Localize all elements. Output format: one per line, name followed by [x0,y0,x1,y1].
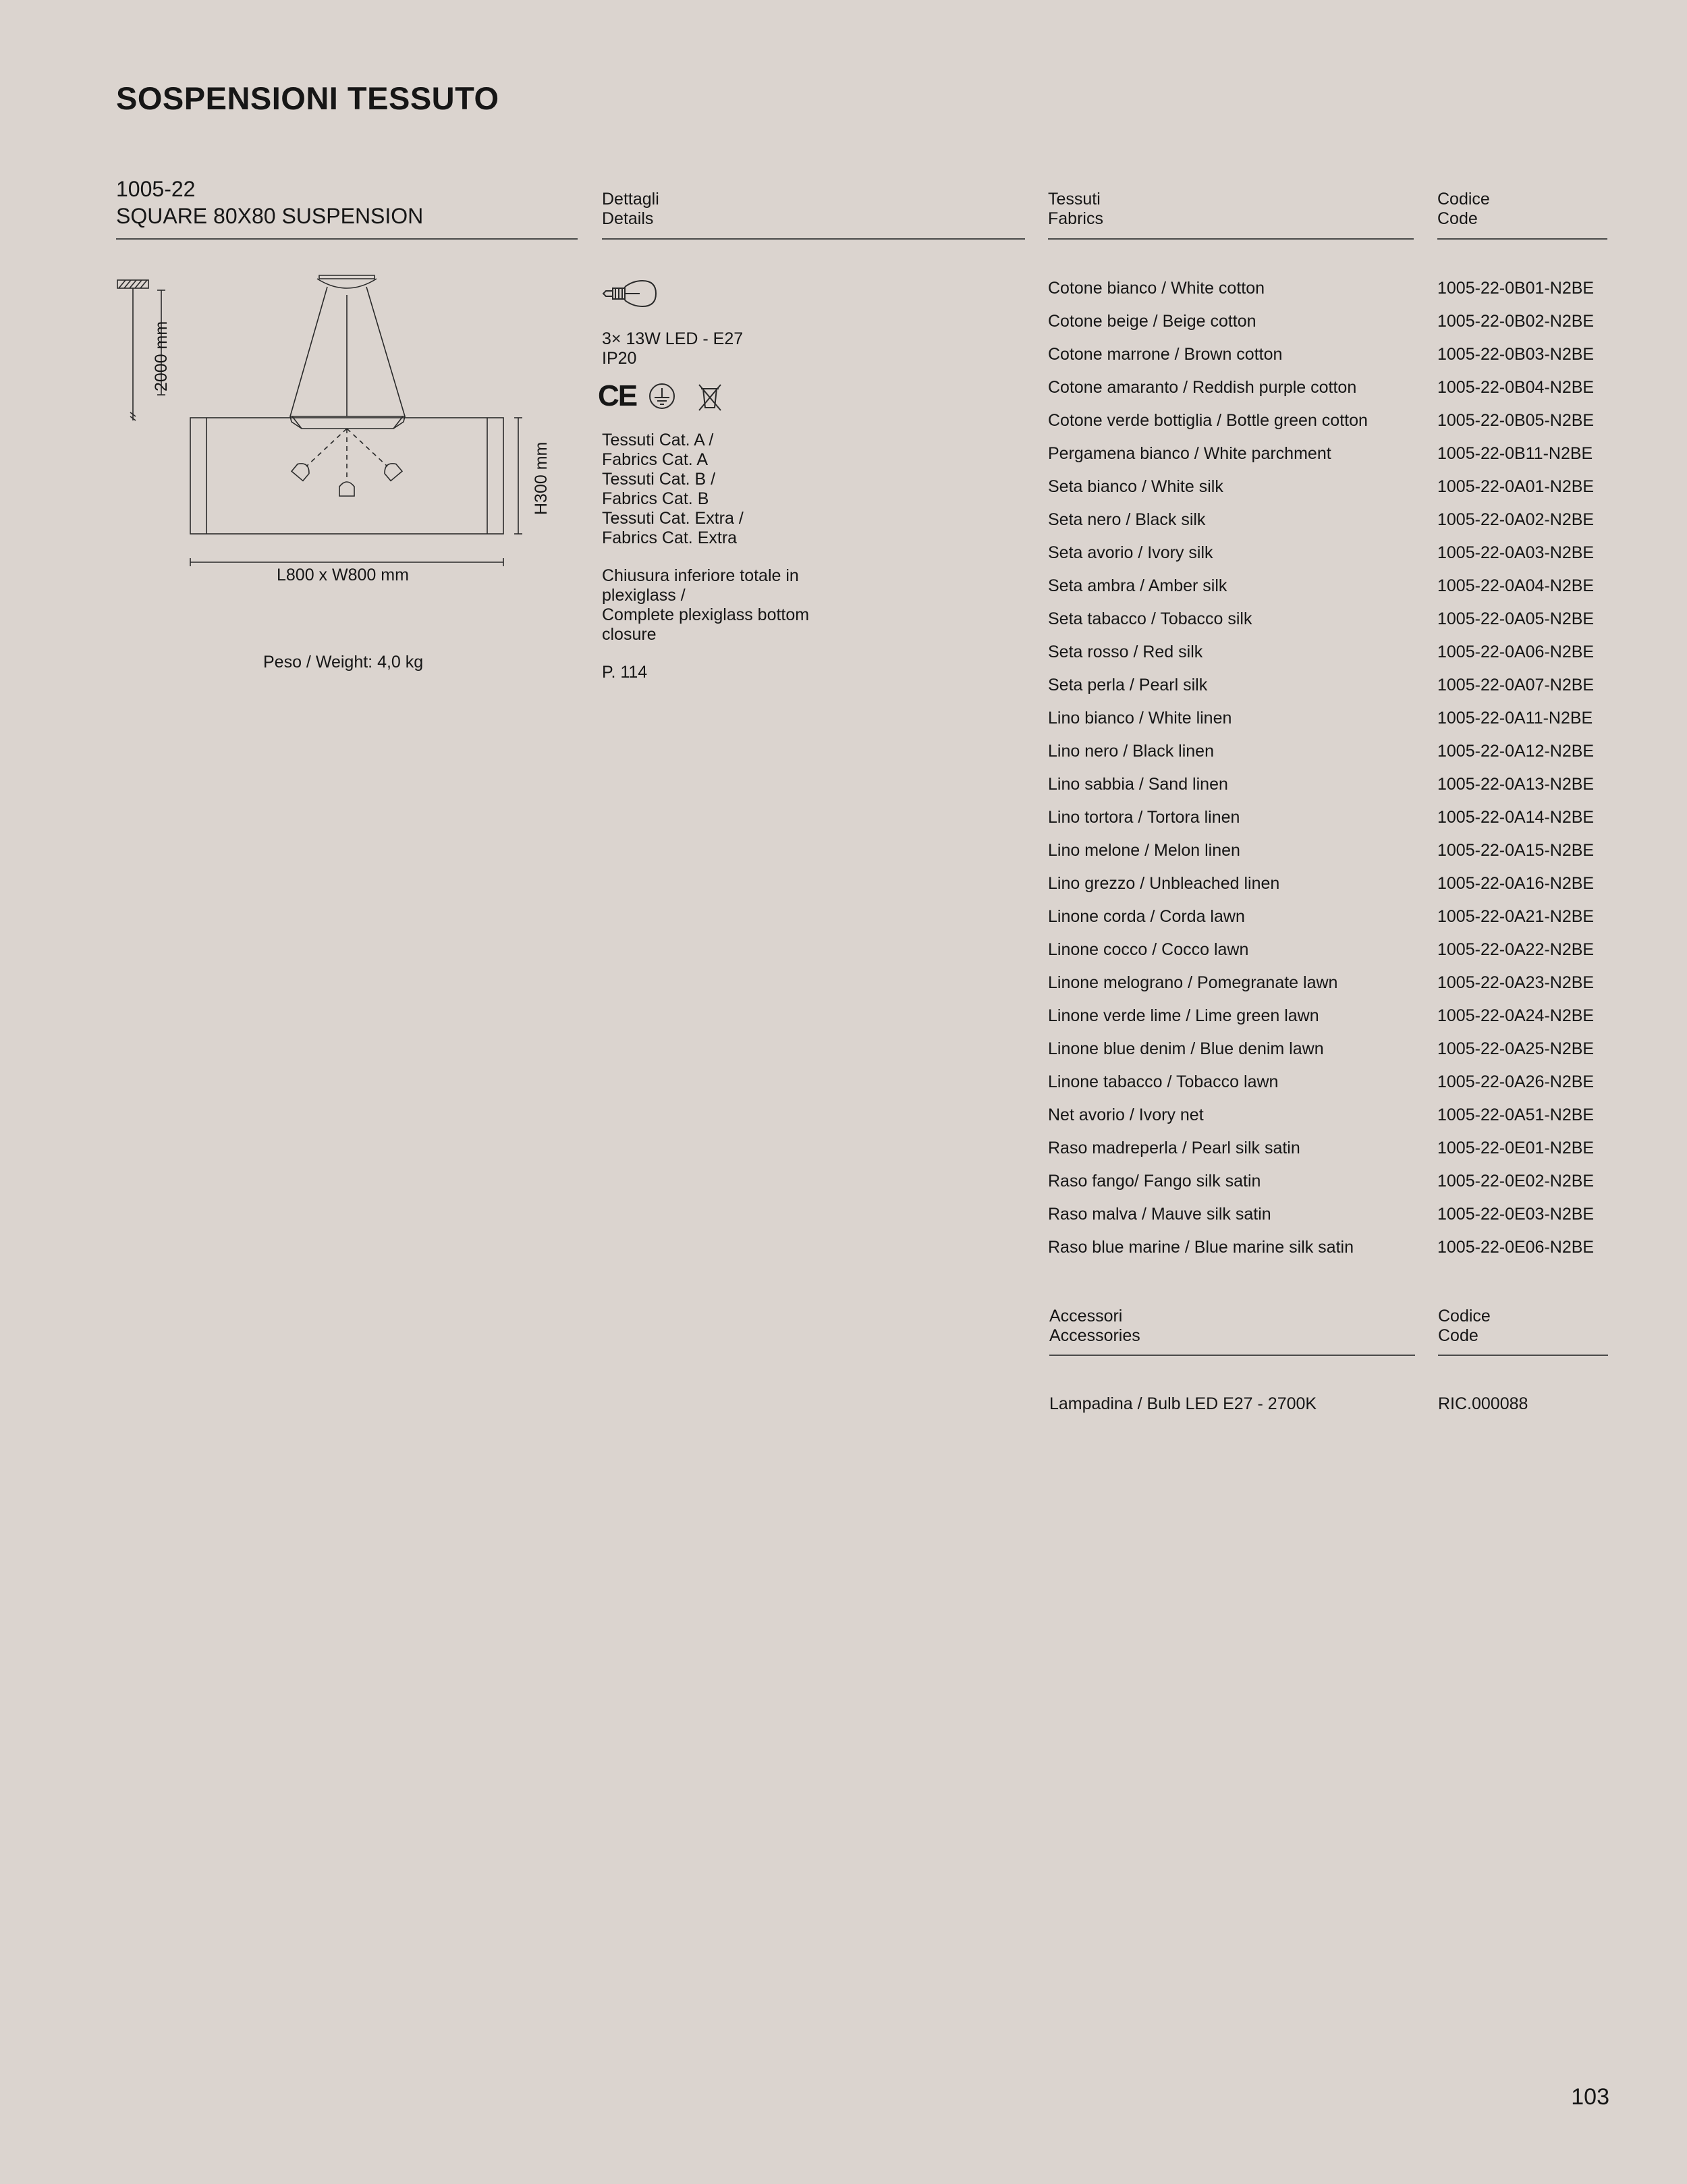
closure-note [602,566,809,645]
fabric-category-line: Fabrics Cat. B [602,489,709,508]
accessories-header-en: Accessories [1049,1326,1140,1345]
fabric-code: 1005-22-0A03-N2BE [1437,543,1595,562]
fabric-code: 1005-22-0E03-N2BE [1437,1205,1595,1224]
ce-mark-icon: CE [598,379,637,412]
closure-line: plexiglass / [602,586,686,605]
fabric-categories [602,431,744,548]
table-row [1048,408,1615,441]
ip-rating: IP20 [602,349,637,368]
fabric-name: Lino grezzo / Unbleached linen [1048,874,1280,893]
table-row [1048,706,1615,739]
fabric-name: Cotone beige / Beige cotton [1048,312,1256,331]
table-row [1048,607,1615,640]
table-row [1048,309,1615,342]
code-header-it: Codice [1438,1307,1491,1326]
fabric-name: Raso blue marine / Blue marine silk satin [1048,1238,1354,1257]
fabric-name: Lino melone / Melon linen [1048,841,1240,860]
fabric-code: 1005-22-0A21-N2BE [1437,907,1595,926]
fabric-name: Seta tabacco / Tobacco silk [1048,609,1252,628]
fabric-name: Cotone bianco / White cotton [1048,279,1265,298]
accessory-code-header [1438,1307,1491,1346]
table-row [1048,508,1615,541]
table-row [1048,474,1615,508]
fabric-name: Seta rosso / Red silk [1048,643,1203,661]
product-divider [116,238,578,240]
accessory-name: Lampadina / Bulb LED E27 - 2700K [1049,1394,1317,1413]
fabric-category-line: Tessuti Cat. A / [602,431,714,449]
fabric-code: 1005-22-0B11-N2BE [1437,444,1593,463]
fabric-name: Pergamena bianco / White parchment [1048,444,1331,463]
fabric-name: Lino bianco / White linen [1048,709,1232,728]
fabric-code: 1005-22-0B05-N2BE [1437,411,1595,430]
fabric-category-line: Tessuti Cat. B / [602,470,716,489]
fabrics-divider [1048,238,1414,240]
fabric-name: Lino sabbia / Sand linen [1048,775,1228,794]
fabric-name: Raso malva / Mauve silk satin [1048,1205,1271,1224]
code-divider [1437,238,1607,240]
table-row [1048,441,1615,474]
table-row [1048,574,1615,607]
table-row [1048,838,1615,871]
table-row [1048,904,1615,937]
fabric-name: Cotone marrone / Brown cotton [1048,345,1283,364]
closure-line: closure [602,625,657,644]
fabric-name: Net avorio / Ivory net [1048,1105,1204,1124]
table-row [1048,805,1615,838]
fabric-code: 1005-22-0A51-N2BE [1437,1105,1595,1124]
fabric-code: 1005-22-0A16-N2BE [1437,874,1595,893]
closure-line: Chiusura inferiore totale in [602,566,799,585]
fabric-code: 1005-22-0B02-N2BE [1437,312,1595,331]
table-row [1048,971,1615,1004]
fabric-name: Seta nero / Black silk [1048,510,1206,529]
fabric-code: 1005-22-0B04-N2BE [1437,378,1595,397]
table-row [1048,673,1615,706]
product-name: SQUARE 80X80 SUSPENSION [116,204,424,228]
fabric-code: 1005-22-0B03-N2BE [1437,345,1595,364]
table-row [1048,375,1615,408]
fabric-name: Cotone verde bottiglia / Bottle green cotton [1048,411,1368,430]
table-row [1048,871,1615,904]
fabric-name: Linone cocco / Cocco lawn [1048,940,1249,959]
fabric-name: Lino tortora / Tortora linen [1048,808,1240,827]
details-header-en: Details [602,209,654,228]
fabric-name: Cotone amaranto / Reddish purple cotton [1048,378,1357,397]
fabric-code: 1005-22-0E02-N2BE [1437,1172,1595,1191]
fabric-name: Lino nero / Black linen [1048,742,1214,761]
table-row [1048,772,1615,805]
table-row [1048,1037,1615,1070]
shade-height-label: H300 mm [532,441,551,515]
accessories-header [1049,1307,1140,1346]
page-reference: P. 114 [602,663,648,682]
accessories-divider [1049,1355,1415,1356]
fabric-name: Seta ambra / Amber silk [1048,576,1227,595]
code-header-en: Code [1438,1326,1478,1345]
fabric-code: 1005-22-0A14-N2BE [1437,808,1595,827]
product-code: 1005-22 [116,177,196,201]
fabric-name: Seta perla / Pearl silk [1048,676,1208,694]
fabric-name: Raso madreperla / Pearl silk satin [1048,1139,1300,1157]
size-dimension-label: L800 x W800 mm [277,566,409,584]
accessory-code: RIC.000088 [1438,1394,1528,1413]
fabric-code: 1005-22-0A26-N2BE [1437,1072,1595,1091]
fabric-category-line: Fabrics Cat. Extra [602,528,738,547]
table-row [1048,640,1615,673]
closure-line: Complete plexiglass bottom [602,605,810,624]
fabric-code: 1005-22-0A23-N2BE [1437,973,1595,992]
details-divider [602,238,1025,240]
fabric-code: 1005-22-0A22-N2BE [1437,940,1595,959]
weee-crossed-bin-icon [696,382,723,412]
table-row [1048,276,1615,309]
fabric-code: 1005-22-0A12-N2BE [1437,742,1595,761]
bulb-icon [382,460,402,481]
table-row [1048,1004,1615,1037]
fabrics-header-en: Fabrics [1048,209,1103,228]
bulb-icon [601,277,659,310]
table-row [1048,1103,1615,1136]
fabric-category-line: Tessuti Cat. Extra / [602,509,744,528]
fabric-code: 1005-22-0B01-N2BE [1437,279,1595,298]
fabric-code: 1005-22-0A15-N2BE [1437,841,1595,860]
table-row [1048,1136,1615,1169]
fabric-code: 1005-22-0A07-N2BE [1437,676,1595,694]
table-row [1048,541,1615,574]
page-number: 103 [1571,2084,1609,2110]
accessories-header-it: Accessori [1049,1307,1123,1326]
accessory-code-divider [1438,1355,1608,1356]
code-header-en: Code [1437,209,1478,228]
bulb-icon [339,482,354,496]
fabric-code: 1005-22-0A25-N2BE [1437,1039,1595,1058]
fabric-code: 1005-22-0A11-N2BE [1437,709,1593,728]
table-row [1048,1070,1615,1103]
earth-ground-icon [648,382,676,410]
fabric-code: 1005-22-0A02-N2BE [1437,510,1595,529]
fabric-category-line: Fabrics Cat. A [602,450,708,469]
fabric-code: 1005-22-0A06-N2BE [1437,643,1595,661]
table-row [1048,739,1615,772]
details-header [602,190,659,229]
table-row [1048,1202,1615,1235]
fabric-list [1048,276,1615,1268]
fabric-name: Linone tabacco / Tobacco lawn [1048,1072,1279,1091]
fabric-name: Seta avorio / Ivory silk [1048,543,1213,562]
fabric-code: 1005-22-0A04-N2BE [1437,576,1595,595]
fabric-code-header [1437,190,1490,229]
fabric-code: 1005-22-0A13-N2BE [1437,775,1595,794]
fabrics-header-it: Tessuti [1048,190,1101,209]
fabric-name: Raso fango/ Fango silk satin [1048,1172,1261,1191]
fabric-code: 1005-22-0E01-N2BE [1437,1139,1595,1157]
height-dimension-label: 2000 mm [152,321,171,391]
bulb-icon [292,460,312,481]
table-row [1048,937,1615,971]
page-title: SOSPENSIONI TESSUTO [116,80,499,116]
fabric-code: 1005-22-0A01-N2BE [1437,477,1595,496]
fabric-code: 1005-22-0E06-N2BE [1437,1238,1595,1257]
table-row [1048,342,1615,375]
table-row [1048,1169,1615,1202]
fabric-name: Linone blue denim / Blue denim lawn [1048,1039,1324,1058]
code-header-it: Codice [1437,190,1490,209]
lamp-spec: 3× 13W LED - E27 [602,329,744,348]
fabric-name: Linone corda / Corda lawn [1048,907,1245,926]
suspension-drawing [108,267,526,577]
fabric-name: Seta bianco / White silk [1048,477,1223,496]
table-row [1048,1235,1615,1268]
details-header-it: Dettagli [602,190,659,209]
fabrics-header [1048,190,1103,229]
fabric-code: 1005-22-0A05-N2BE [1437,609,1595,628]
fabric-name: Linone melograno / Pomegranate lawn [1048,973,1338,992]
fabric-name: Linone verde lime / Lime green lawn [1048,1006,1319,1025]
weight-label: Peso / Weight: 4,0 kg [263,653,424,672]
fabric-code: 1005-22-0A24-N2BE [1437,1006,1595,1025]
